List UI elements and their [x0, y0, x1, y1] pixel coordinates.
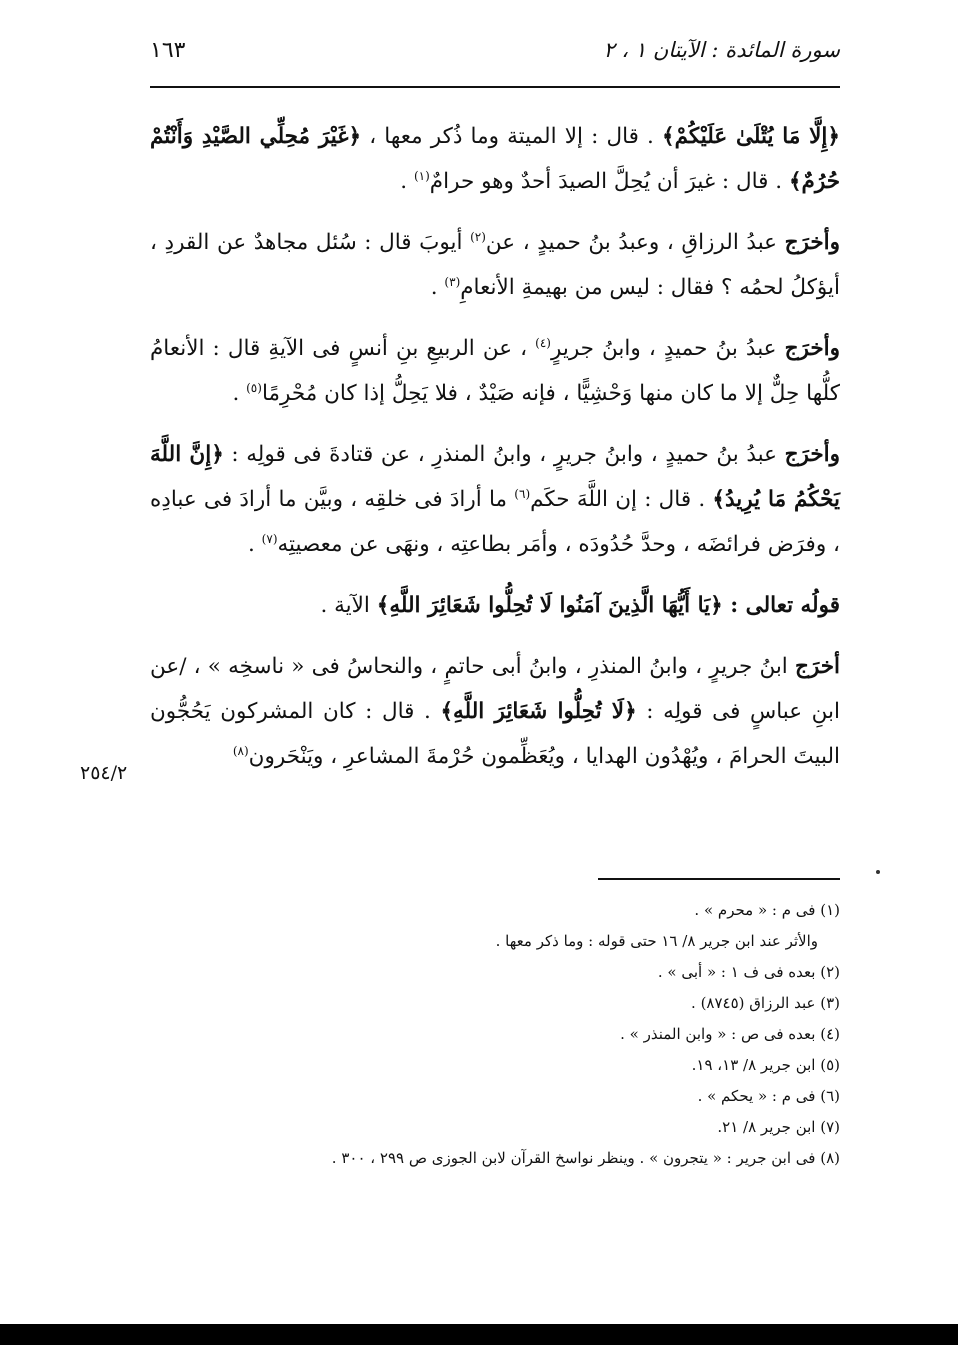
- text-span: .: [400, 169, 414, 194]
- footnote-4: (٤) بعده فى ص : « وابن المنذر » .: [620, 1025, 840, 1043]
- text-span: عبدُ بنُ حميدٍ ، وابنُ جريرٍ: [550, 336, 785, 361]
- text-span: عبدُ بنُ حميدٍ ، وابنُ جريرٍ ، وابنُ المنذرِ ، عن قتادةَ فى قولِه :: [223, 442, 785, 467]
- text-span: .: [248, 532, 262, 557]
- text-span: ، عن الربيعِ بنِ أنسٍ فى الآيةِ قال : الأنعامُ كلُّها حِلٌّ إلا ما كان منها وَحْشِيًّا ، فإنه صَيْدٌ ، فلا يَحِلُّ إذا كان مُحْرِمًا: [150, 336, 840, 406]
- lead-word: أخرَج: [794, 654, 840, 679]
- footnote-2: (٢) بعده فى ف ١ : « أبى » .: [657, 963, 840, 981]
- quran-quote: ﴿لَا تُحِلُّوا شَعَائِرَ اللَّهِ﴾: [440, 699, 637, 724]
- text-span: أيوبَ قال : سُئل مجاهدٌ عن القردِ ، أيؤكلُ لحمُه ؟ فقال : ليس من بهيمةِ الأنعامِ: [150, 230, 840, 300]
- page-header: [150, 34, 840, 84]
- quran-quote: ﴿إِنَّ اللَّهَ يَحْكُمُ مَا يُرِيدُ﴾: [150, 442, 841, 512]
- lead-word: قولُه تعالى :: [722, 593, 840, 618]
- footnote-marker: (١): [413, 168, 430, 183]
- footnote-3: (٣) عبد الرزاق (٨٧٤٥) .: [691, 994, 840, 1012]
- paragraph-1: [150, 114, 840, 204]
- paragraph-2: [150, 220, 840, 310]
- text-span: . قال : غيرَ أن يُحِلَّ الصيدَ أحدٌ وهو حرامٌ: [429, 169, 789, 194]
- paragraph-5: [150, 583, 840, 628]
- header-rule: [150, 86, 840, 88]
- text-span: .: [232, 381, 247, 406]
- margin-reference: ٢٥٤/٢: [80, 762, 128, 784]
- footnote-1-cont: والأثر عند ابن جرير ٨/ ١٦ حتى قوله : وما ذكر معها .: [495, 932, 818, 950]
- running-title: سورة المائدة : الآيتان ١ ، ٢: [603, 38, 840, 62]
- lead-word: وأخرَج: [784, 230, 840, 255]
- footnote-6: (٦) فى م : « يحكم » .: [697, 1087, 840, 1105]
- paragraph-6: [150, 644, 840, 779]
- text-span: . قال : كان المشركون يَحُجُّون البيتَ الحرامَ ، ويُهْدُون الهدايا ، ويُعَظِّمون حُرْمةَ المشاعرِ ، ويَنْحَرون: [150, 699, 840, 769]
- footnote-1: (١) فى م : « محرم » .: [694, 901, 840, 919]
- page-number: ١٦٣: [150, 38, 186, 63]
- footnote-marker: (٥): [246, 380, 262, 395]
- footnote-marker: (٦): [514, 486, 531, 501]
- lead-word: وأخرَج: [784, 442, 841, 467]
- quran-quote: ﴿إِلَّا مَا يُتْلَىٰ عَلَيْكُمْ﴾: [662, 124, 840, 149]
- stray-dot: [876, 870, 880, 874]
- scan-edge-bar: [0, 1324, 958, 1345]
- paragraph-3: [150, 326, 840, 416]
- footnote-rule: [598, 878, 840, 880]
- text-span: . قال : إلا الميتة وما ذُكر معها ،: [361, 124, 663, 149]
- footnote-8: (٨) فى ابن جرير : « يتجرون » . وينظر نواسخ القرآن لابن الجوزى ص ٢٩٩ ، ٣٠٠ .: [331, 1149, 840, 1167]
- quran-quote: ﴿يَا أَيُّهَا الَّذِينَ آمَنُوا لَا تُحِلُّوا شَعَائِرَ اللَّهِ﴾: [376, 593, 723, 618]
- footnote-marker: (٢): [470, 229, 486, 244]
- footnote-marker: (٤): [535, 335, 551, 350]
- paragraph-4: [150, 432, 840, 567]
- footnote-7: (٧) ابن جرير ٨/ ٢١.: [717, 1118, 840, 1136]
- main-text: [150, 114, 840, 795]
- footnotes: [150, 895, 840, 1174]
- text-span: ابنُ جريرٍ ، وابنُ المنذرِ ، وابنُ أبى حاتمٍ ، والنحاسُ فى « ناسخِه » ، /عن ابنِ عباسٍ فى قولِه :: [150, 654, 840, 724]
- footnote-marker: (٧): [261, 531, 278, 546]
- text-span: عبدُ الرزاقِ ، وعبدُ بنُ حميدٍ ، عن: [485, 230, 785, 255]
- text-span: ما أرادَ فى خلقِه ، وبيَّن ما أرادَ فى عبادِه ، وفرَض فرائضَه ، وحدَّ حُدُودَه ، وأمَر بطاعتِه ، ونهَى عن معصيتِه: [150, 487, 840, 557]
- footnote-5: (٥) ابن جرير ٨/ ١٣، ١٩.: [691, 1056, 840, 1074]
- footnote-marker: (٨): [232, 743, 249, 758]
- lead-word: وأخرَج: [784, 336, 840, 361]
- text-span: . قال : إن اللَّهَ حكَم: [530, 487, 713, 512]
- text-span: الآية .: [320, 593, 377, 618]
- footnote-marker: (٣): [444, 274, 461, 289]
- quran-quote: ﴿غَيْرَ مُحِلِّي الصَّيْدِ وَأَنْتُمْ حُرُمٌ﴾: [150, 124, 840, 194]
- text-span: .: [430, 275, 445, 300]
